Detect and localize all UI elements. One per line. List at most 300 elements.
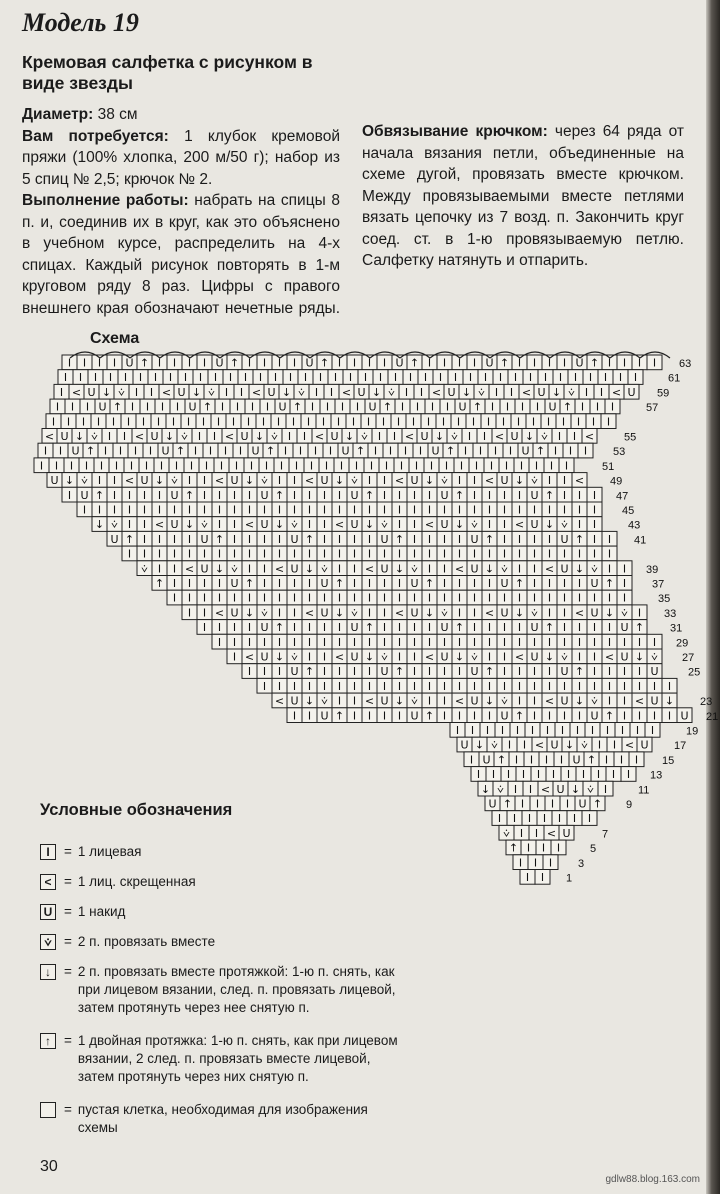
chart-symbol: I: [502, 532, 507, 546]
chart-symbol: ⩒: [581, 738, 588, 752]
chart-symbol: ↓: [244, 606, 255, 620]
chart-symbol: I: [142, 503, 147, 517]
chart-symbol: I: [174, 459, 179, 473]
chart-symbol: I: [562, 474, 567, 488]
chart-row-number: 33: [664, 607, 677, 620]
chart-symbol: I: [457, 679, 462, 693]
chart-symbol: I: [153, 371, 158, 385]
chart-symbol: I: [626, 768, 631, 782]
chart-symbol: I: [232, 547, 237, 561]
chart-symbol: ↑: [574, 665, 585, 679]
chart-symbol: I: [382, 606, 387, 620]
chart-symbol: I: [547, 356, 552, 370]
chart-symbol: ↓: [154, 474, 165, 488]
chart-symbol: I: [198, 371, 203, 385]
chart-symbol: I: [622, 665, 627, 679]
chart-symbol: I: [309, 459, 314, 473]
chart-symbol: I: [502, 621, 507, 635]
chart-symbol: U: [230, 474, 239, 488]
chart-symbol: I: [596, 768, 601, 782]
chart-symbol: I: [547, 709, 552, 723]
chart-symbol: I: [532, 665, 537, 679]
chart-symbol: U: [278, 400, 287, 414]
chart-symbol: U: [560, 694, 569, 708]
chart-symbol: I: [58, 444, 63, 458]
chart-symbol: I: [322, 503, 327, 517]
chart-symbol: <: [364, 562, 375, 576]
chart-symbol: ↓: [461, 385, 472, 399]
chart-symbol: I: [63, 371, 68, 385]
chart-row-number: 37: [652, 578, 665, 591]
chart-symbol: ↑: [589, 356, 600, 370]
legend-text: 1 лиц. скрещенная: [77, 874, 196, 889]
chart-row-number: 53: [613, 446, 626, 459]
chart-symbol: I: [532, 635, 537, 649]
chart-symbol: I: [547, 532, 552, 546]
chart-symbol: <: [124, 474, 135, 488]
chart-symbol: U: [290, 562, 299, 576]
chart-symbol: I: [302, 430, 307, 443]
chart-symbol: I: [217, 518, 222, 532]
diameter-paragraph: Диаметр: 38 см: [22, 106, 138, 123]
chart-symbol: ↑: [124, 532, 135, 546]
chart-symbol: I: [607, 356, 612, 370]
chart-symbol: I: [650, 724, 655, 737]
chart-row-number: 7: [602, 828, 609, 841]
chart-symbol: I: [382, 474, 387, 488]
chart-symbol: ↑: [394, 665, 405, 679]
chart-symbol: I: [262, 635, 267, 649]
legend-equals: =: [64, 844, 72, 859]
chart-symbol: U: [500, 577, 509, 590]
chart-symbol: ↓: [164, 430, 175, 443]
chart-symbol: I: [588, 371, 593, 385]
chart-symbol: I: [367, 532, 372, 546]
chart-symbol: I: [392, 430, 397, 443]
chart-symbol: I: [427, 488, 432, 502]
chart-symbol: I: [292, 474, 297, 488]
chart-symbol: I: [487, 488, 492, 502]
chart-symbol: I: [337, 532, 342, 546]
chart-symbol: I: [307, 709, 312, 723]
chart-symbol: I: [142, 518, 147, 532]
chart-symbol: I: [96, 415, 101, 429]
chart-row-number: 61: [668, 372, 681, 385]
chart-symbol: I: [502, 665, 507, 679]
chart-symbol: I: [457, 591, 462, 605]
chart-symbol: ⩒: [81, 474, 88, 488]
chart-symbol: I: [292, 679, 297, 693]
chart-symbol: ↑: [484, 532, 495, 546]
chart-symbol: I: [202, 621, 207, 635]
chart-symbol: ↑: [454, 488, 465, 502]
chart-symbol: ↓: [344, 430, 355, 443]
chart-symbol: I: [217, 591, 222, 605]
chart-symbol: I: [472, 488, 477, 502]
chart-symbol: I: [138, 371, 143, 385]
legend-item: [40, 873, 408, 891]
chart-symbol: ↓: [564, 738, 575, 752]
chart-symbol: ⩒: [568, 385, 575, 399]
chart-symbol: ↓: [544, 650, 555, 664]
chart-symbol: I: [277, 665, 282, 679]
chart-symbol: U: [170, 518, 179, 532]
chart-symbol: U: [125, 356, 134, 370]
chart-symbol: I: [187, 547, 192, 561]
chart-symbol: I: [292, 621, 297, 635]
chart-symbol: I: [562, 621, 567, 635]
chart-symbol: U: [590, 709, 599, 723]
chart-symbol: I: [232, 532, 237, 546]
chart-symbol: U: [357, 385, 366, 399]
chart-symbol: ⩒: [591, 694, 598, 708]
chart-symbol: I: [634, 753, 639, 767]
chart-symbol: I: [247, 547, 252, 561]
chart-symbol: I: [456, 415, 461, 429]
chart-symbol: I: [575, 724, 580, 737]
chart-symbol: U: [488, 797, 497, 811]
chart-symbol: I: [442, 503, 447, 517]
chart-symbol: I: [577, 621, 582, 635]
chart-symbol: I: [487, 503, 492, 517]
chart-symbol: I: [502, 591, 507, 605]
chart-symbol: I: [172, 356, 177, 370]
chart-symbol: I: [525, 871, 530, 884]
chart-symbol: I: [277, 577, 282, 590]
chart-symbol: I: [172, 547, 177, 561]
chart-symbol: I: [536, 768, 541, 782]
chart-symbol: I: [145, 400, 150, 414]
chart-symbol: I: [427, 635, 432, 649]
chart-symbol: I: [313, 444, 318, 458]
chart-symbol: ↓: [574, 562, 585, 576]
chart-symbol: ↑: [574, 532, 585, 546]
chart-symbol: I: [399, 459, 404, 473]
chart-symbol: I: [367, 635, 372, 649]
chart-symbol: U: [260, 621, 269, 635]
chart-symbol: U: [548, 400, 557, 414]
chart-symbol: I: [581, 768, 586, 782]
legend-symbol-icon: ↑: [40, 1033, 56, 1049]
chart-symbol: ↓: [274, 518, 285, 532]
chart-symbol: I: [262, 356, 267, 370]
chart-symbol: I: [573, 371, 578, 385]
legend-equals: =: [64, 874, 72, 889]
chart-row-number: 27: [682, 652, 695, 664]
chart-symbol: I: [532, 709, 537, 723]
chart-symbol: I: [547, 635, 552, 649]
chart-symbol: I: [652, 635, 657, 649]
chart-symbol: I: [292, 488, 297, 502]
chart-symbol: I: [502, 503, 507, 517]
chart-symbol: U: [230, 606, 239, 620]
chart-symbol: I: [547, 679, 552, 693]
chart-symbol: ↑: [154, 577, 165, 590]
chart-symbol: ↑: [304, 665, 315, 679]
chart-symbol: I: [232, 488, 237, 502]
chart-symbol: I: [369, 459, 374, 473]
chart-symbol: I: [622, 562, 627, 576]
chart-symbol: I: [491, 768, 496, 782]
chart-symbol: I: [512, 812, 517, 826]
chart-symbol: U: [177, 385, 186, 399]
chart-symbol: I: [187, 503, 192, 517]
chart-symbol: ↓: [334, 474, 345, 488]
chart-symbol: I: [212, 430, 217, 443]
chart-symbol: I: [277, 356, 282, 370]
chart-symbol: I: [142, 532, 147, 546]
chart-symbol: <: [634, 694, 645, 708]
chart-symbol: I: [367, 679, 372, 693]
chart-symbol: I: [187, 532, 192, 546]
chart-symbol: I: [457, 709, 462, 723]
chart-symbol: I: [532, 679, 537, 693]
chart-symbol: ↑: [634, 621, 645, 635]
chart-symbol: U: [380, 532, 389, 546]
chart-symbol: I: [287, 430, 292, 443]
chart-symbol: I: [307, 577, 312, 590]
chart-symbol: <: [546, 826, 557, 840]
chart-symbol: <: [544, 694, 555, 708]
chart-symbol: I: [337, 635, 342, 649]
chart-symbol: ↓: [254, 430, 265, 443]
chart-symbol: I: [262, 532, 267, 546]
chart-symbol: I: [562, 488, 567, 502]
chart-symbol: ↓: [474, 738, 485, 752]
chart-symbol: U: [650, 665, 659, 679]
chart-symbol: I: [415, 400, 420, 414]
chart-symbol: I: [556, 841, 561, 855]
chart-symbol: ↓: [184, 518, 195, 532]
chart-symbol: I: [607, 665, 612, 679]
chart-symbol: I: [141, 415, 146, 429]
chart-symbol: I: [172, 562, 177, 576]
chart-symbol: I: [247, 503, 252, 517]
chart-symbol: I: [532, 532, 537, 546]
chart-symbol: I: [427, 562, 432, 576]
chart-symbol: U: [140, 474, 149, 488]
chart-symbol: I: [187, 577, 192, 590]
chart-symbol: I: [592, 635, 597, 649]
chart-symbol: U: [440, 488, 449, 502]
chart-symbol: I: [500, 724, 505, 737]
chart-symbol: I: [426, 415, 431, 429]
chart-symbol: U: [530, 488, 539, 502]
chart-symbol: I: [247, 621, 252, 635]
chart-symbol: I: [157, 488, 162, 502]
chart-symbol: U: [320, 606, 329, 620]
chart-symbol: I: [397, 709, 402, 723]
chart-symbol: ↑: [502, 797, 513, 811]
chart-symbol: I: [564, 459, 569, 473]
chart-symbol: ⩒: [471, 650, 478, 664]
chart-symbol: I: [592, 665, 597, 679]
chart-symbol: I: [382, 577, 387, 590]
chart-symbol: I: [607, 591, 612, 605]
chart-row-number: 57: [646, 402, 659, 415]
chart-symbol: ⩒: [361, 430, 368, 443]
chart-symbol: I: [453, 371, 458, 385]
chart-symbol: I: [337, 547, 342, 561]
chart-symbol: I: [322, 518, 327, 532]
legend-symbol-icon: U: [40, 904, 56, 920]
chart-symbol: <: [404, 430, 415, 443]
chart-symbol: U: [50, 474, 59, 488]
chart-symbol: I: [533, 856, 538, 870]
chart-symbol: ⩒: [231, 562, 238, 576]
chart-row-number: 59: [657, 387, 670, 400]
legend-text: 1 накид: [77, 904, 126, 919]
chart-symbol: I: [637, 606, 642, 620]
chart-symbol: I: [187, 474, 192, 488]
chart-symbol: I: [521, 768, 526, 782]
chart-symbol: I: [216, 415, 221, 429]
chart-symbol: I: [565, 797, 570, 811]
chart-symbol: ↑: [274, 621, 285, 635]
chart-symbol: I: [517, 503, 522, 517]
chart-symbol: I: [612, 738, 617, 752]
chart-symbol: I: [518, 856, 523, 870]
chart-symbol: I: [262, 503, 267, 517]
chart-symbol: I: [382, 635, 387, 649]
chart-symbol: I: [487, 547, 492, 561]
chart-symbol: ↓: [281, 385, 292, 399]
chart-symbol: I: [202, 474, 207, 488]
chart-symbol: <: [514, 518, 525, 532]
chart-symbol: I: [157, 503, 162, 517]
chart-symbol: I: [388, 444, 393, 458]
chart-symbol: I: [560, 724, 565, 737]
chart-symbol: ↑: [544, 621, 555, 635]
chart-symbol: I: [622, 694, 627, 708]
chart-symbol: I: [232, 503, 237, 517]
chart-symbol: I: [70, 400, 75, 414]
chart-symbol: I: [367, 577, 372, 590]
chart-symbol: I: [543, 371, 548, 385]
chart-symbol: I: [502, 547, 507, 561]
chart-symbol: I: [622, 709, 627, 723]
chart-symbol: I: [472, 621, 477, 635]
chart-symbol: I: [592, 650, 597, 664]
chart-symbol: <: [334, 650, 345, 664]
chart-symbol: I: [412, 650, 417, 664]
chart-symbol: I: [414, 459, 419, 473]
chart-symbol: I: [292, 591, 297, 605]
chart-symbol: ↓: [454, 650, 465, 664]
chart-symbol: I: [377, 430, 382, 443]
chart-symbol: I: [352, 577, 357, 590]
chart-symbol: I: [172, 503, 177, 517]
chart-symbol: U: [420, 430, 429, 443]
chart-symbol: I: [519, 826, 524, 840]
chart-symbol: I: [591, 415, 596, 429]
chart-symbol: U: [500, 709, 509, 723]
chart-symbol: I: [547, 547, 552, 561]
chart-symbol: U: [530, 621, 539, 635]
chart-symbol: I: [562, 503, 567, 517]
chart-symbol: I: [277, 547, 282, 561]
chart-symbol: I: [250, 400, 255, 414]
chart-symbol: I: [592, 503, 597, 517]
chart-symbol: I: [547, 474, 552, 488]
chart-symbol: U: [590, 606, 599, 620]
chart-symbol: ↓: [514, 474, 525, 488]
chart-symbol: ⩒: [411, 562, 418, 576]
chart-symbol: I: [202, 503, 207, 517]
chart-symbol: U: [230, 577, 239, 590]
chart-symbol: I: [133, 444, 138, 458]
chart-symbol: I: [562, 356, 567, 370]
chart-symbol: I: [351, 415, 356, 429]
chart-symbol: I: [307, 679, 312, 693]
chart-symbol: I: [489, 459, 494, 473]
chart-symbol: I: [397, 591, 402, 605]
chart-row-number: 63: [679, 358, 692, 370]
chart-symbol: I: [561, 415, 566, 429]
chart-symbol: I: [172, 577, 177, 590]
chart-symbol: I: [367, 665, 372, 679]
chart-symbol: I: [429, 459, 434, 473]
chart-symbol: ⩒: [171, 474, 178, 488]
legend-item: [40, 843, 408, 861]
chart-symbol: ↑: [424, 709, 435, 723]
chart-symbol: I: [292, 709, 297, 723]
chart-symbol: ↓: [394, 694, 405, 708]
chart-symbol: I: [472, 503, 477, 517]
chart-symbol: ⩒: [261, 606, 268, 620]
chart-symbol: I: [427, 665, 432, 679]
chart-symbol: <: [154, 518, 165, 532]
article-right-column: [362, 33, 684, 272]
chart-symbol: U: [290, 694, 299, 708]
chart-symbol: I: [217, 547, 222, 561]
chart-symbol: I: [551, 768, 556, 782]
chart-symbol: I: [262, 591, 267, 605]
chart-symbol: I: [292, 577, 297, 590]
chart-symbol: I: [39, 459, 44, 473]
chart-symbol: U: [290, 665, 299, 679]
chart-symbol: I: [622, 577, 627, 590]
chart-symbol: U: [200, 562, 209, 576]
chart-symbol: I: [112, 503, 117, 517]
chart-symbol: I: [352, 635, 357, 649]
chart-symbol: I: [352, 591, 357, 605]
chart-symbol: I: [547, 591, 552, 605]
chart-symbol: I: [322, 591, 327, 605]
chart-symbol: U: [410, 577, 419, 590]
chart-symbol: I: [340, 400, 345, 414]
chart-symbol: ↓: [454, 518, 465, 532]
chart-symbol: I: [517, 694, 522, 708]
chart-symbol: I: [247, 591, 252, 605]
chart-symbol: I: [172, 591, 177, 605]
chart-symbol: I: [502, 650, 507, 664]
chart-symbol: I: [322, 635, 327, 649]
chart-symbol: I: [306, 415, 311, 429]
chart-symbol: I: [592, 532, 597, 546]
chart-row-number: 39: [646, 563, 659, 576]
chart-symbol: I: [577, 518, 582, 532]
chart-symbol: <: [431, 385, 442, 399]
chart-symbol: I: [382, 356, 387, 370]
chart-symbol: ↓: [274, 650, 285, 664]
chart-symbol: <: [484, 606, 495, 620]
chart-symbol: ↑: [334, 577, 345, 590]
chart-symbol: ↑: [334, 709, 345, 723]
chart-symbol: I: [352, 709, 357, 723]
chart-symbol: ⩒: [111, 518, 118, 532]
chart-symbol: I: [442, 591, 447, 605]
